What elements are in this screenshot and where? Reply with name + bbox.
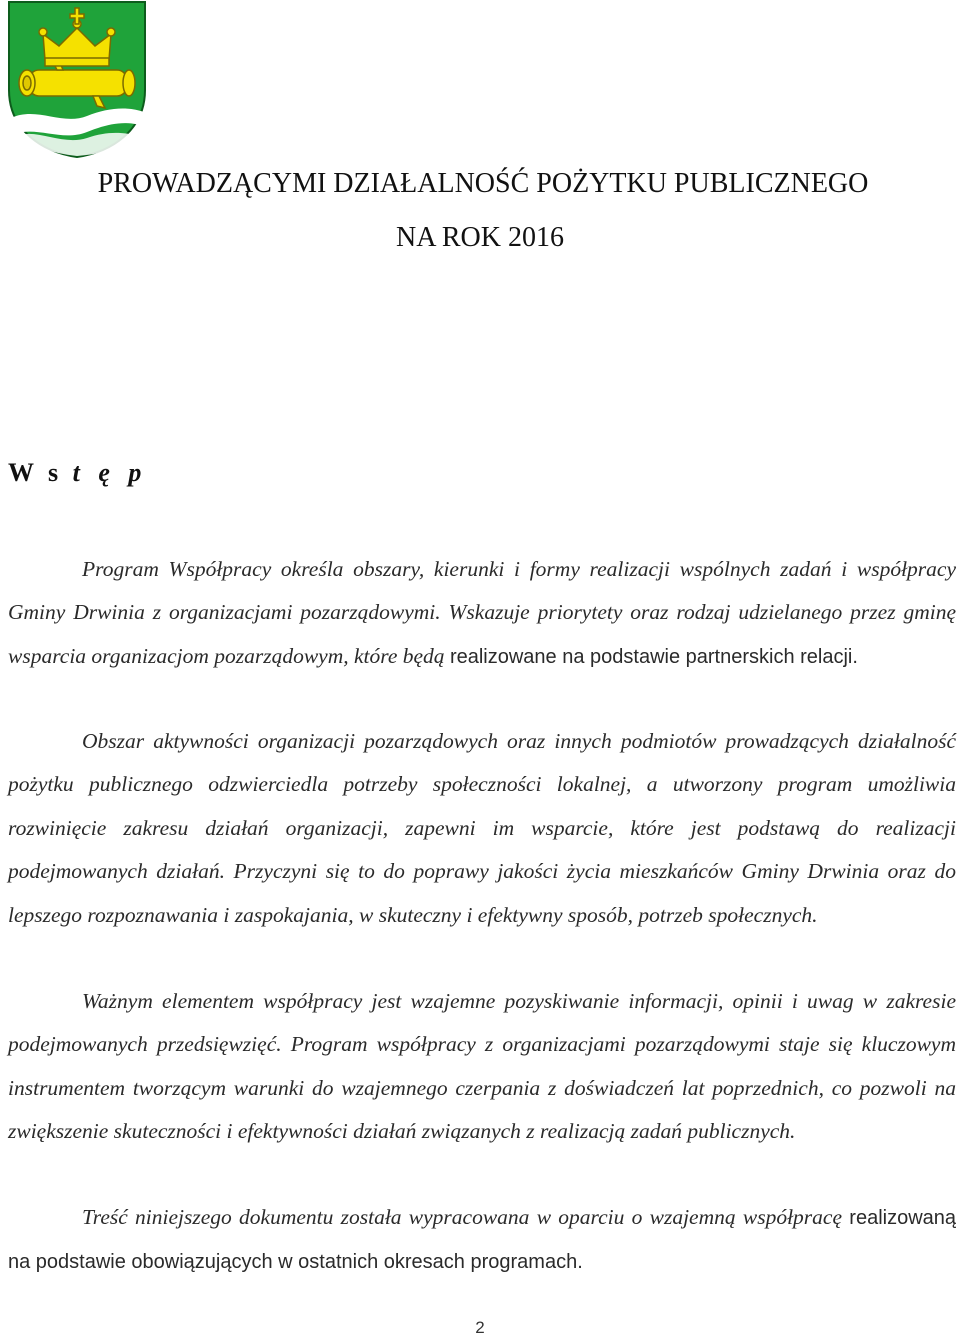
heading-italic-part: t ę p (72, 458, 148, 487)
paragraph-4 (8, 1196, 956, 1285)
paragraph-1-italic: Program Współpracy określa obszary, kierunki i formy realizacji wspólnych zadań i współpracy Gminy Drwinia z organizacjami pozarządowymi. Wskazuje priorytety oraz rodzaj udzielanego przez gminę wsparcia organizacjom pozarządowym, które będą (8, 557, 956, 668)
paragraph-4-italic: Treść niniejszego dokumentu została wypracowana w oparciu o wzajemną współpracę (82, 1205, 843, 1229)
paragraph-4-plain: realizowaną na podstawie obowiązujących w ostatnich okresach programach. (8, 1207, 957, 1274)
paragraph-2-text: Obszar aktywności organizacji pozarządowych oraz innych podmiotów prowadzących działalność pożytku publicznego odzwierciedla potrzeby społeczności lokalnej, a utworzony program umożliwia rozwinięcie zakresu działań organizacji, zapewni im wsparcie, które jest podstawą do realizacji podejmowanych działań. Przyczyni się to do poprawy jakości życia mieszkańców Gminy Drwinia oraz do lepszego rozpoznawania i zaspokajania, w skuteczny i efektywny sposób, potrzeb społecznych. (8, 729, 956, 927)
paragraph-1 (8, 548, 956, 679)
section-heading-wstep (8, 458, 147, 488)
paragraph-2 (8, 720, 956, 937)
document-title-line-1: PROWADZĄCYMI DZIAŁALNOŚĆ POŻYTKU PUBLICZNEGO (97, 168, 869, 199)
paragraph-1-plain: realizowane na podstawie partnerskich relacji. (449, 645, 858, 668)
paragraph-3-text: Ważnym elementem współpracy jest wzajemne pozyskiwanie informacji, opinii i uwag w zakresie podejmowanych przedsięwzięć. Program współpracy z organizacjami pozarządowymi staje się kluczowym instrumentem tworzącym warunki do wzajemnego czerpania z doświadczeń lat poprzednich, co pozwoli na zwiększenie skuteczności i efektywności działań związanych z realizacją zadań publicznych. (8, 989, 956, 1144)
paragraph-3 (8, 980, 956, 1154)
page-number: 2 (475, 1318, 485, 1337)
document-title-line-2: NA ROK 2016 (395, 222, 564, 253)
heading-bold-part: W s (8, 458, 73, 487)
coat-of-arms-logo (7, 0, 147, 158)
